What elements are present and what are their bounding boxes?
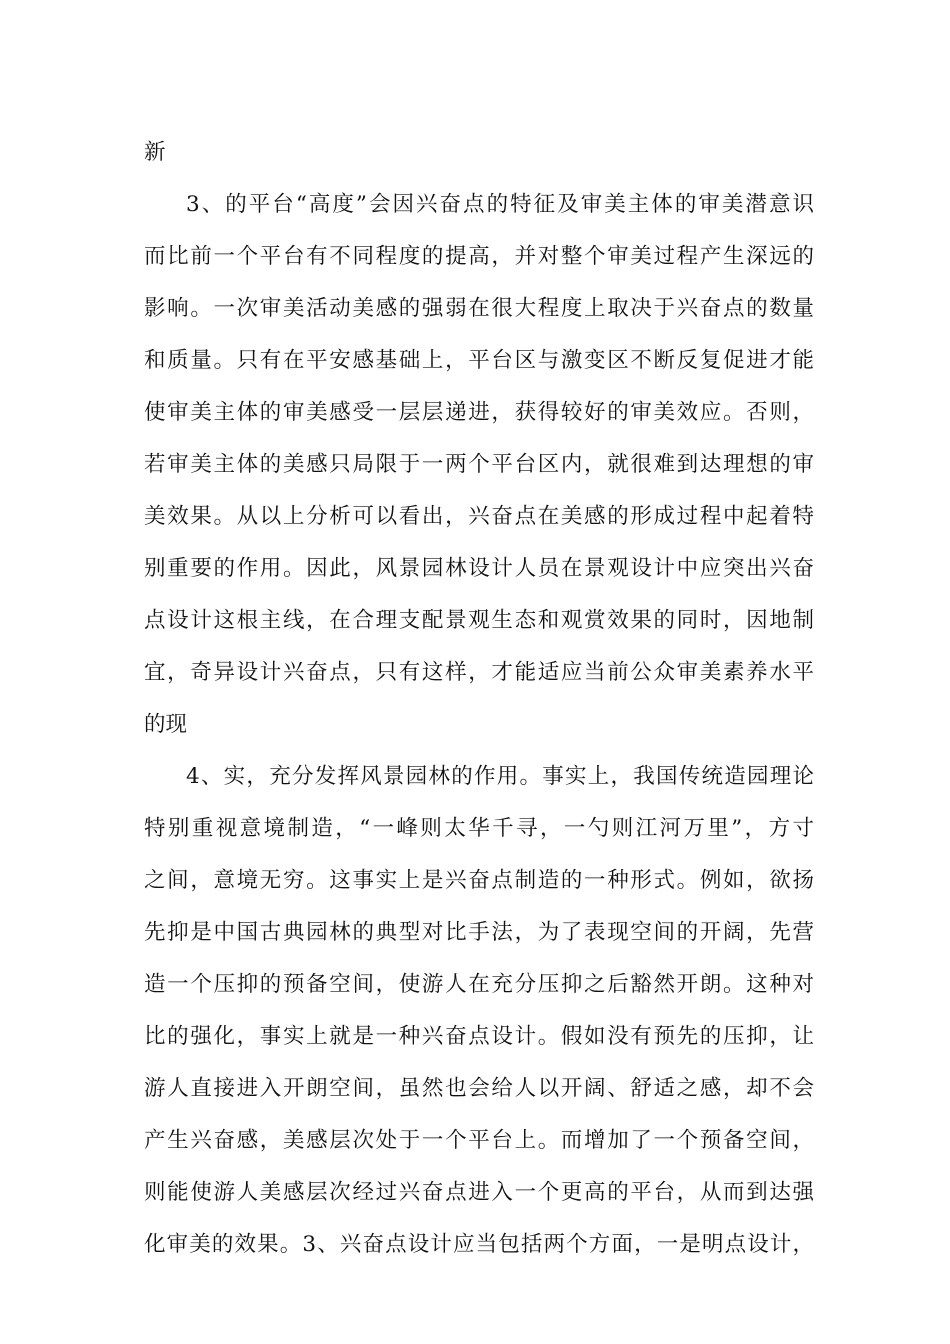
paragraph-3-line-11: 的现 [144,712,188,737]
paragraph-4-line-5: 造一个压抑的预备空间，使游人在充分压抑之后豁然开朗。这种对 [144,972,814,997]
paragraph-4-line-6: 比的强化，事实上就是一种兴奋点设计。假如没有预先的压抑，让 [144,1024,814,1049]
paragraph-3-line-5: 使审美主体的审美感受一层层递进，获得较好的审美效应。否则， [144,400,814,425]
paragraph-4-line-10: 化审美的效果。3、兴奋点设计应当包括两个方面，一是明点设计， [144,1232,814,1257]
paragraph-3-line-8: 别重要的作用。因此，风景园林设计人员在景观设计中应突出兴奋 [144,556,814,581]
paragraph-4-line-9: 则能使游人美感层次经过兴奋点进入一个更高的平台，从而到达强 [144,1180,814,1205]
paragraph-3-line-1: 3、的平台“高度”会因兴奋点的特征及审美主体的审美潜意识 [186,192,814,217]
paragraph-3-line-9: 点设计这根主线，在合理支配景观生态和观赏效果的同时，因地制 [144,608,814,633]
text-line-1: 新 [144,140,166,165]
paragraph-4-line-3: 之间，意境无穷。这事实上是兴奋点制造的一种形式。例如，欲扬 [144,868,814,893]
paragraph-4-line-8: 产生兴奋感，美感层次处于一个平台上。而增加了一个预备空间， [144,1128,814,1153]
paragraph-3-line-6: 若审美主体的美感只局限于一两个平台区内，就很难到达理想的审 [144,452,814,477]
paragraph-3-line-2: 而比前一个平台有不同程度的提高，并对整个审美过程产生深远的 [144,244,814,269]
paragraph-3-line-7: 美效果。从以上分析可以看出，兴奋点在美感的形成过程中起着特 [144,504,814,529]
paragraph-4-line-1: 4、实，充分发挥风景园林的作用。事实上，我国传统造园理论 [186,764,814,789]
paragraph-4-line-2: 特别重视意境制造，“一峰则太华千寻，一勺则江河万里”，方寸 [144,816,814,841]
paragraph-4-line-4: 先抑是中国古典园林的典型对比手法，为了表现空间的开阔，先营 [144,920,814,945]
paragraph-3-line-10: 宜，奇异设计兴奋点，只有这样，才能适应当前公众审美素养水平 [144,660,814,685]
paragraph-3-line-3: 影响。一次审美活动美感的强弱在很大程度上取决于兴奋点的数量 [144,296,814,321]
paragraph-3-line-4: 和质量。只有在平安感基础上，平台区与激变区不断反复促进才能 [144,348,814,373]
paragraph-4-line-7: 游人直接进入开朗空间，虽然也会给人以开阔、舒适之感，却不会 [144,1076,814,1101]
